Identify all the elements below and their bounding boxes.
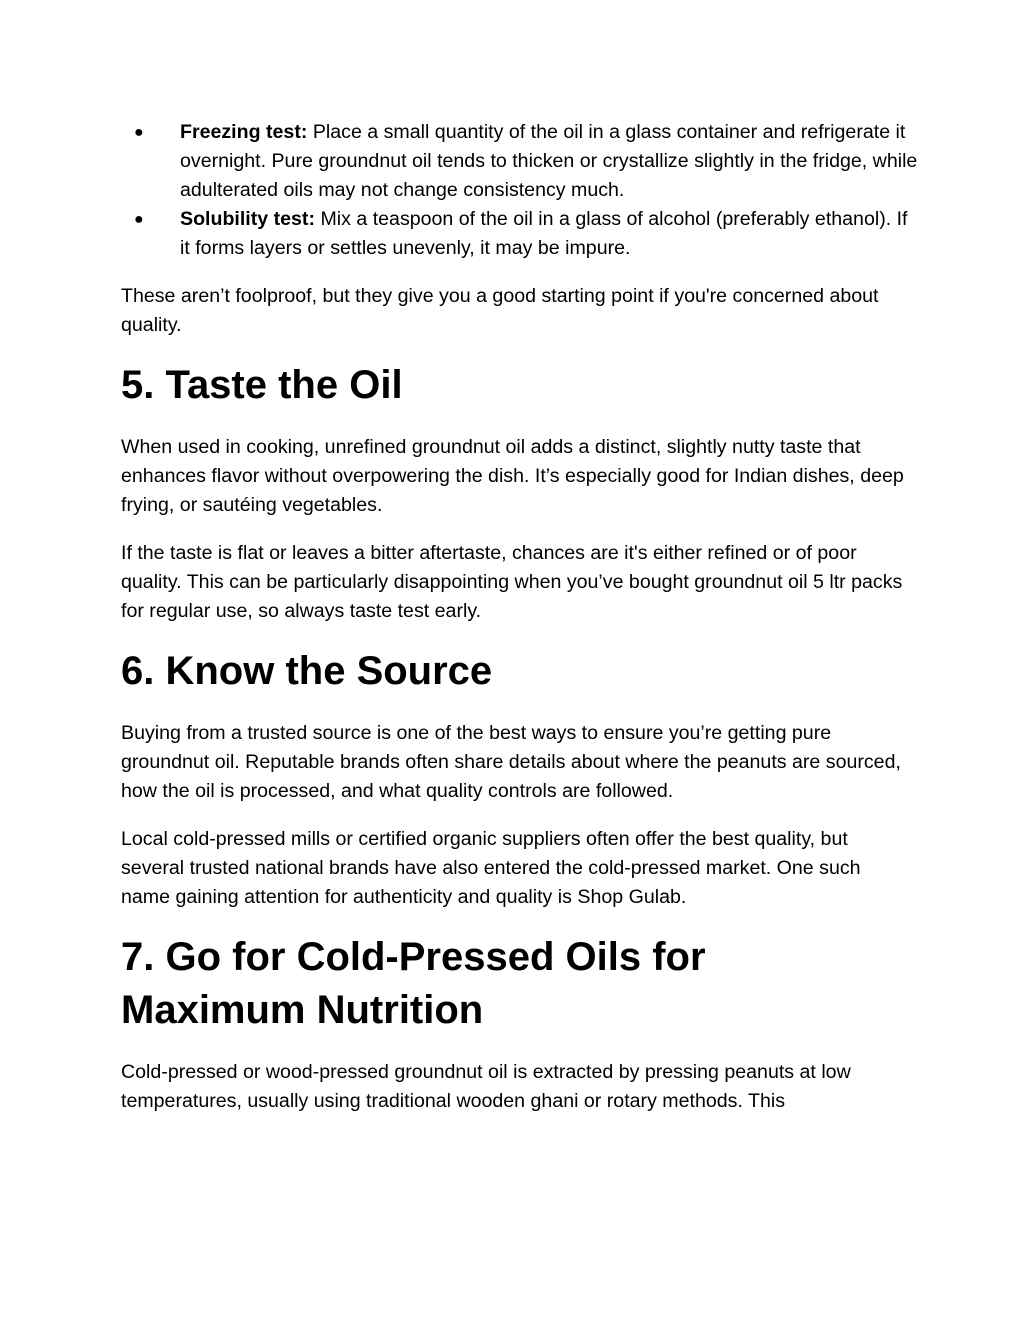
section-heading-know-the-source: 6. Know the Source [121, 649, 493, 693]
section-paragraph: When used in cooking, unrefined groundnut oil adds a distinct, slightly nutty taste that enhances flavor without overpowering the dish. It’s especially good for Indian dishes, deep frying, or sautéing vegetables. [121, 436, 904, 516]
bullet-label: Solubility test: [180, 208, 315, 230]
document-page [121, 118, 921, 1135]
bullet-label: Freezing test: [180, 121, 308, 143]
test-bullet-list [121, 118, 921, 263]
bullet-item-solubility-test [121, 205, 921, 263]
section-paragraph: Buying from a trusted source is one of the best ways to ensure you’re getting pure groundnut oil. Reputable brands often share details about where the peanuts are sourced, how the oil is processed, and what quality controls are followed. [121, 722, 901, 802]
section-paragraph: If the taste is flat or leaves a bitter aftertaste, chances are it's either refined or of poor quality. This can be particularly disappointing when you’ve bought groundnut oil 5 ltr packs for regular use, so always taste test early. [121, 542, 903, 622]
bullet-dot-icon: ● [134, 124, 144, 141]
bullet-text: Mix a teaspoon of the oil in a glass of alcohol (preferably ethanol). If it forms layers or settles unevenly, it may be impure. [180, 208, 908, 259]
section-paragraph: Cold-pressed or wood-pressed groundnut oil is extracted by pressing peanuts at low temperatures, usually using traditional wooden ghani or rotary methods. This [121, 1061, 851, 1112]
intro-paragraph: These aren’t foolproof, but they give you a good starting point if you're concerned about quality. [121, 285, 879, 336]
bullet-text: Place a small quantity of the oil in a glass container and refrigerate it overnight. Pure groundnut oil tends to thicken or crystallize slightly in the fridge, while adulterated oils may not change consistency much. [180, 121, 918, 201]
section-heading-cold-pressed-oils: 7. Go for Cold-Pressed Oils for Maximum Nutrition [121, 935, 706, 1032]
section-paragraph: Local cold-pressed mills or certified organic suppliers often offer the best quality, but several trusted national brands have also entered the cold-pressed market. One such name gaining attention for authenticity and quality is Shop Gulab. [121, 828, 861, 908]
section-heading-taste-the-oil: 5. Taste the Oil [121, 363, 403, 407]
bullet-item-freezing-test [121, 118, 921, 205]
bullet-dot-icon: ● [134, 211, 144, 228]
